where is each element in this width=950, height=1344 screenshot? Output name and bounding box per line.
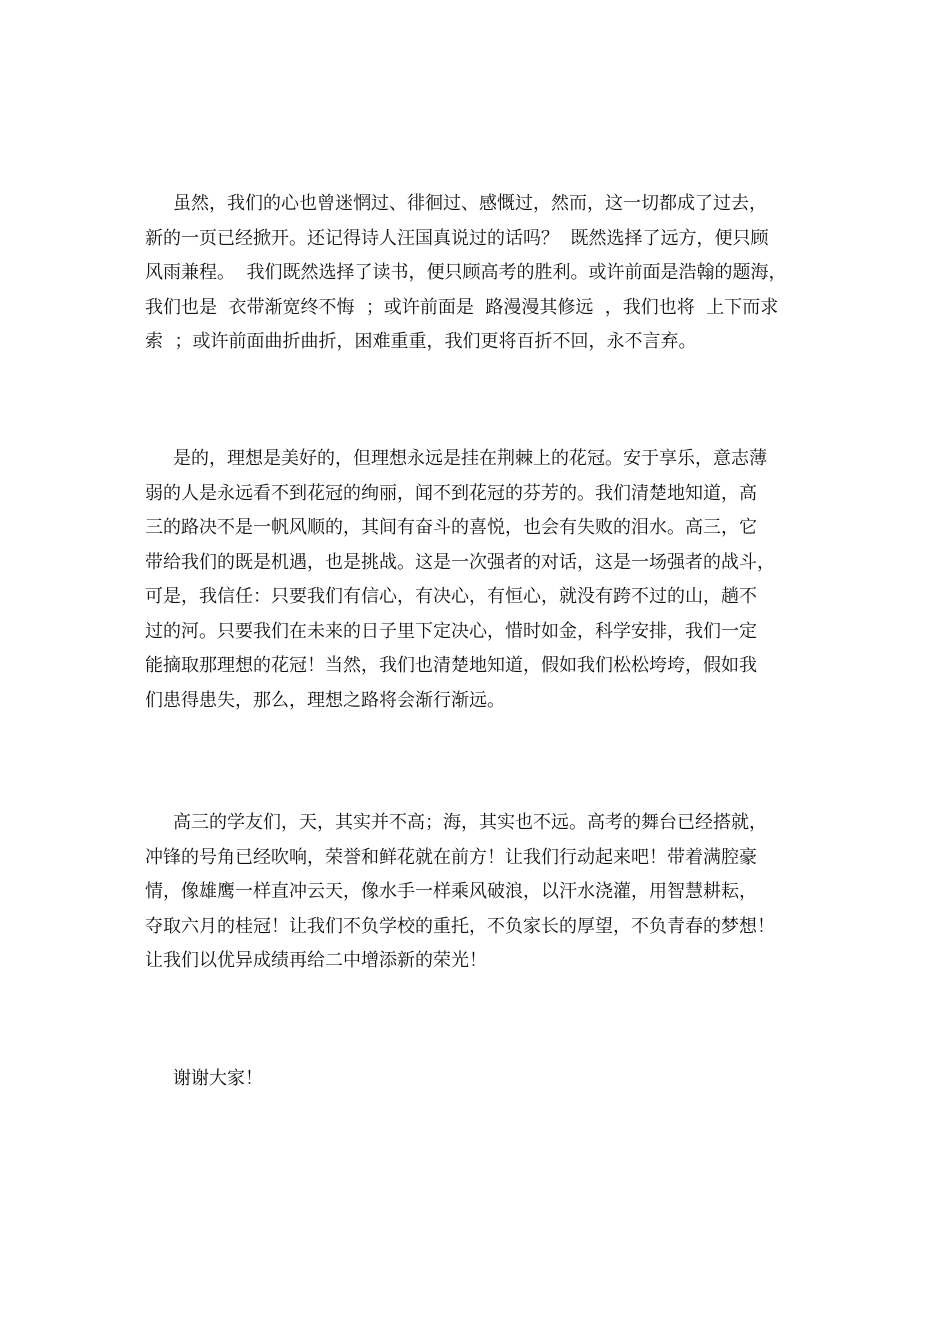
paragraph-line: 我们也是 衣带渐宽终不悔 ；或许前面是 路漫漫其修远 ，我们也将 上下而求 [145, 296, 779, 318]
paragraph-line: 虽然，我们的心也曾迷惘过、徘徊过、感慨过，然而，这一切都成了过去， [173, 193, 767, 214]
paragraph-line: 是的，理想是美好的，但理想永远是挂在荆棘上的花冠。安于享乐，意志薄 [173, 448, 767, 469]
paragraph-line: 们患得患失，那么，理想之路将会渐行渐远。 [145, 689, 505, 711]
paragraph-line: 弱的人是永远看不到花冠的绚丽，闻不到花冠的芬芳的。我们清楚地知道，高 [145, 482, 757, 504]
paragraph-line: 三的路决不是一帆风顺的，其间有奋斗的喜悦，也会有失败的泪水。高三，它 [145, 517, 757, 538]
paragraph-line: 索 ；或许前面曲折曲折，困难重重，我们更将百折不回，永不言弃。 [145, 331, 697, 352]
paragraph-line: 带给我们的既是机遇，也是挑战。这是一次强者的对话，这是一场强者的战斗， [145, 551, 775, 573]
paragraph-line: 新的一页已经掀开。还记得诗人汪国真说过的话吗？ 既然选择了远方，便只顾 [145, 227, 769, 249]
closing-line: 谢谢大家！ [173, 1068, 263, 1089]
paragraph-4 [145, 1062, 815, 1097]
paragraph-line: 冲锋的号角已经吹响，荣誉和鲜花就在前方！让我们行动起来吧！带着满腔豪 [145, 846, 757, 868]
paragraph-line: 能摘取那理想的花冠！当然，我们也清楚地知道，假如我们松松垮垮，假如我 [145, 655, 757, 676]
paragraph-line: 夺取六月的桂冠！让我们不负学校的重托，不负家长的厚望，不负青春的梦想！ [145, 915, 775, 937]
paragraph-3 [145, 806, 815, 979]
paragraph-1 [145, 187, 815, 360]
paragraph-line: 可是，我信任：只要我们有信心，有决心，有恒心，就没有跨不过的山，趟不 [145, 586, 757, 607]
paragraph-2 [145, 442, 815, 718]
paragraph-line: 风雨兼程。 我们既然选择了读书，便只顾高考的胜利。或许前面是浩翰的题海， [145, 262, 787, 283]
paragraph-line: 让我们以优异成绩再给二中增添新的荣光！ [145, 950, 487, 971]
paragraph-line: 高三的学友们，天，其实并不高；海，其实也不远。高考的舞台已经搭就， [173, 812, 767, 833]
paragraph-line: 情，像雄鹰一样直冲云天，像水手一样乘风破浪，以汗水浇灌，用智慧耕耘， [145, 881, 757, 902]
paragraph-line: 过的河。只要我们在未来的日子里下定决心，惜时如金，科学安排，我们一定 [145, 620, 757, 642]
